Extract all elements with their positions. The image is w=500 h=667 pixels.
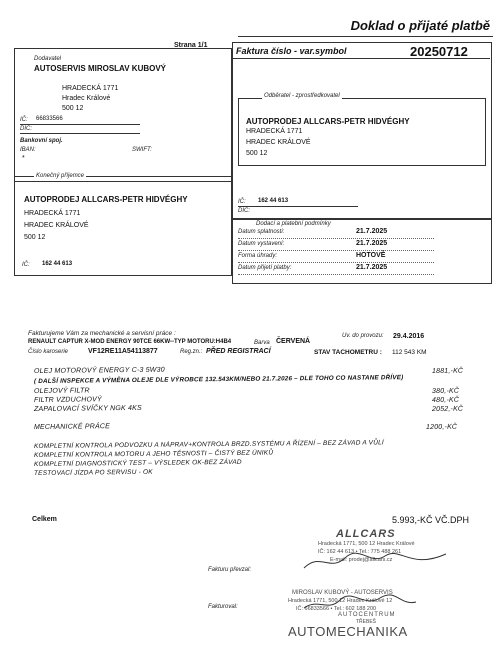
buyer-ic: 162 44 613 <box>258 198 289 204</box>
divider <box>20 124 140 125</box>
odometer: 112 543 KM <box>392 349 427 356</box>
buyer-ic-label: IČ: <box>238 199 246 205</box>
item-desc: ( DALŠÍ INSPEKCE A VÝMĚNA OLEJE DLE VÝROBCE 132.543KM/NEBO 21.7.2026 – DLE TOHO CO NASTANE DŘÍVE) <box>33 374 404 385</box>
vehicle-color: ČERVENÁ <box>276 338 311 345</box>
payment-row-value: 21.7.2025 <box>356 264 388 271</box>
supplier-name: AUTOSERVIS MIROSLAV KUBOVÝ <box>34 64 167 73</box>
recipient-ic-label: IČ: <box>22 262 30 268</box>
payment-row-label: Datum vystavení: <box>238 241 285 247</box>
vehicle-model: RENAULT CAPTUR X-MOD ENERGY 90TCE 66KW--TYP MOTORU:H4B4 <box>28 339 232 345</box>
item-price: 1881,-KČ <box>431 367 464 375</box>
recipient-label: Konečný příjemce <box>36 173 85 179</box>
item-desc: OLEJOVÝ FILTR <box>33 387 90 395</box>
payment-row-value: HOTOVĚ <box>356 252 386 259</box>
divider <box>238 250 434 251</box>
check-item: KOMPLETNÍ KONTROLA PODVOZKU A NÁPRAV+KONTROLA BRZD.SYSTÉMU A ŘÍZENÍ – BEZ ZÁVAD A VŮLÍ <box>33 439 384 450</box>
stamp1-line3: E-mail: prodej@allcars.cz <box>330 557 393 563</box>
allcars-logo: ALLCARS <box>336 528 396 540</box>
invoice-number: 20250712 <box>410 44 468 59</box>
stamp2-line4: AUTOCENTRUM <box>338 612 396 618</box>
divider <box>238 206 358 207</box>
intro-text: Fakturujeme Vám za mechanické a servisní práce : <box>28 330 176 337</box>
check-item: TESTOVACÍ JÍZDA PO SERVISU - OK <box>33 468 153 477</box>
stamp2-line5: TŘEBEŠ <box>356 619 377 625</box>
vin-label: Číslo karoserie <box>28 349 69 355</box>
vin: VF12RE11A54113877 <box>88 348 158 355</box>
payment-label: Dodací a platební podmínky <box>256 221 331 227</box>
title-underline <box>238 36 493 37</box>
supplier-dic-label: DIČ: <box>20 126 32 132</box>
check-item: KOMPLETNÍ DIAGNOSTICKÝ TEST – VÝSLEDEK OK-BEZ ZÁVAD <box>33 458 242 468</box>
recipient-street: HRADECKÁ 1771 <box>24 210 81 217</box>
item-desc: FILTR VZDUCHOVÝ <box>33 396 102 404</box>
item-desc: OLEJ MOTOROVÝ ENERGY C-3 5W30 <box>33 366 165 375</box>
buyer-street: HRADECKÁ 1771 <box>246 128 303 135</box>
total-label: Celkem <box>32 516 57 523</box>
recipient-ic: 162 44 613 <box>42 261 73 267</box>
supplier-street: HRADECKÁ 1771 <box>62 85 119 92</box>
bank-label: Bankovní spoj. <box>20 138 63 144</box>
supplier-ic-label: IČ: <box>20 117 28 123</box>
supplier-ic: 66833566 <box>36 116 63 122</box>
buyer-dic-label: DIČ: <box>238 208 250 214</box>
stamp1-line1: Hradecká 1771, 500 12 Hradec Králové <box>318 541 415 547</box>
signature-2 <box>300 592 420 616</box>
recipient-name: AUTOPRODEJ ALLCARS-PETR HIDVÉGHY <box>24 195 188 204</box>
color-label: Barva <box>254 340 270 346</box>
payment-row-label: Forma úhrady: <box>238 253 278 259</box>
issued-label: Fakturoval: <box>208 604 238 610</box>
item-desc: ZAPALOVACÍ SVÍČKY NGK 4KS <box>33 404 142 413</box>
payment-row-value: 21.7.2025 <box>356 228 388 235</box>
invoice-label: Faktura číslo - var.symbol <box>236 46 347 56</box>
labor-price: 1200,-KČ <box>425 423 458 431</box>
stamp2-line3: IČ: 66833566 • Tel.: 602 188 200 <box>296 606 377 612</box>
divider <box>238 274 434 275</box>
item-price: 2052,-KČ <box>431 405 464 413</box>
reg-number: PŘED REGISTRACÍ <box>206 348 271 355</box>
bank-mark: * <box>22 155 25 162</box>
buyer-name: AUTOPRODEJ ALLCARS-PETR HIDVÉGHY <box>246 117 410 126</box>
page-indicator: Strana 1/1 <box>174 42 208 49</box>
payment-row-value: 21.7.2025 <box>356 240 388 247</box>
supplier-zip: 500 12 <box>62 105 84 112</box>
buyer-city: HRADEC KRÁLOVÉ <box>246 139 311 146</box>
received-label: Fakturu převzal: <box>208 567 252 573</box>
first-reg: 29.4.2016 <box>393 333 425 340</box>
payment-row-label: Datum splatnosti: <box>238 229 285 235</box>
divider <box>238 262 434 263</box>
swift-label: SWIFT: <box>132 147 152 153</box>
stamp2-line6: AUTOMECHANIKA <box>288 624 408 639</box>
recipient-zip: 500 12 <box>24 234 46 241</box>
item-price: 380,-KČ <box>431 387 460 395</box>
item-price: 480,-KČ <box>431 396 460 404</box>
labor-desc: MECHANICKÉ PRÁCE <box>33 423 110 431</box>
reg-label: Reg.zn.: <box>180 349 203 355</box>
divider <box>20 133 140 134</box>
iban-label: IBAN: <box>20 147 36 153</box>
odometer-label: STAV TACHOMETRU : <box>314 349 382 356</box>
document-title: Doklad o přijaté platbě <box>350 18 490 33</box>
first-reg-label: Uv. do provozu: <box>342 333 384 339</box>
stamp2-line1: MIROSLAV KUBOVÝ - AUTOSERVIS <box>292 590 393 596</box>
signature-1 <box>300 548 450 574</box>
supplier-label: Dodavatel <box>34 56 62 62</box>
buyer-label: Odběratel - zprostředkovatel <box>264 93 340 99</box>
supplier-city: Hradec Králové <box>62 95 111 102</box>
buyer-zip: 500 12 <box>246 150 268 157</box>
divider <box>238 238 434 239</box>
recipient-city: HRADEC KRÁLOVÉ <box>24 222 89 229</box>
check-item: KOMPLETNÍ KONTROLA MOTORU A JEHO TĚSNOSTI – ČISTÝ BEZ ÚNIKŮ <box>33 449 274 459</box>
payment-row-label: Datum přijetí platby: <box>238 265 292 271</box>
total-value: 5.993,-KČ VČ.DPH <box>392 515 470 525</box>
stamp2-line2: Hradecká 1771, 500 12 Hradec Králové 12 <box>288 598 393 604</box>
divider <box>232 58 490 59</box>
stamp1-line2: IČ: 162 44 613 • Tel.: 775 488 261 <box>318 549 402 555</box>
